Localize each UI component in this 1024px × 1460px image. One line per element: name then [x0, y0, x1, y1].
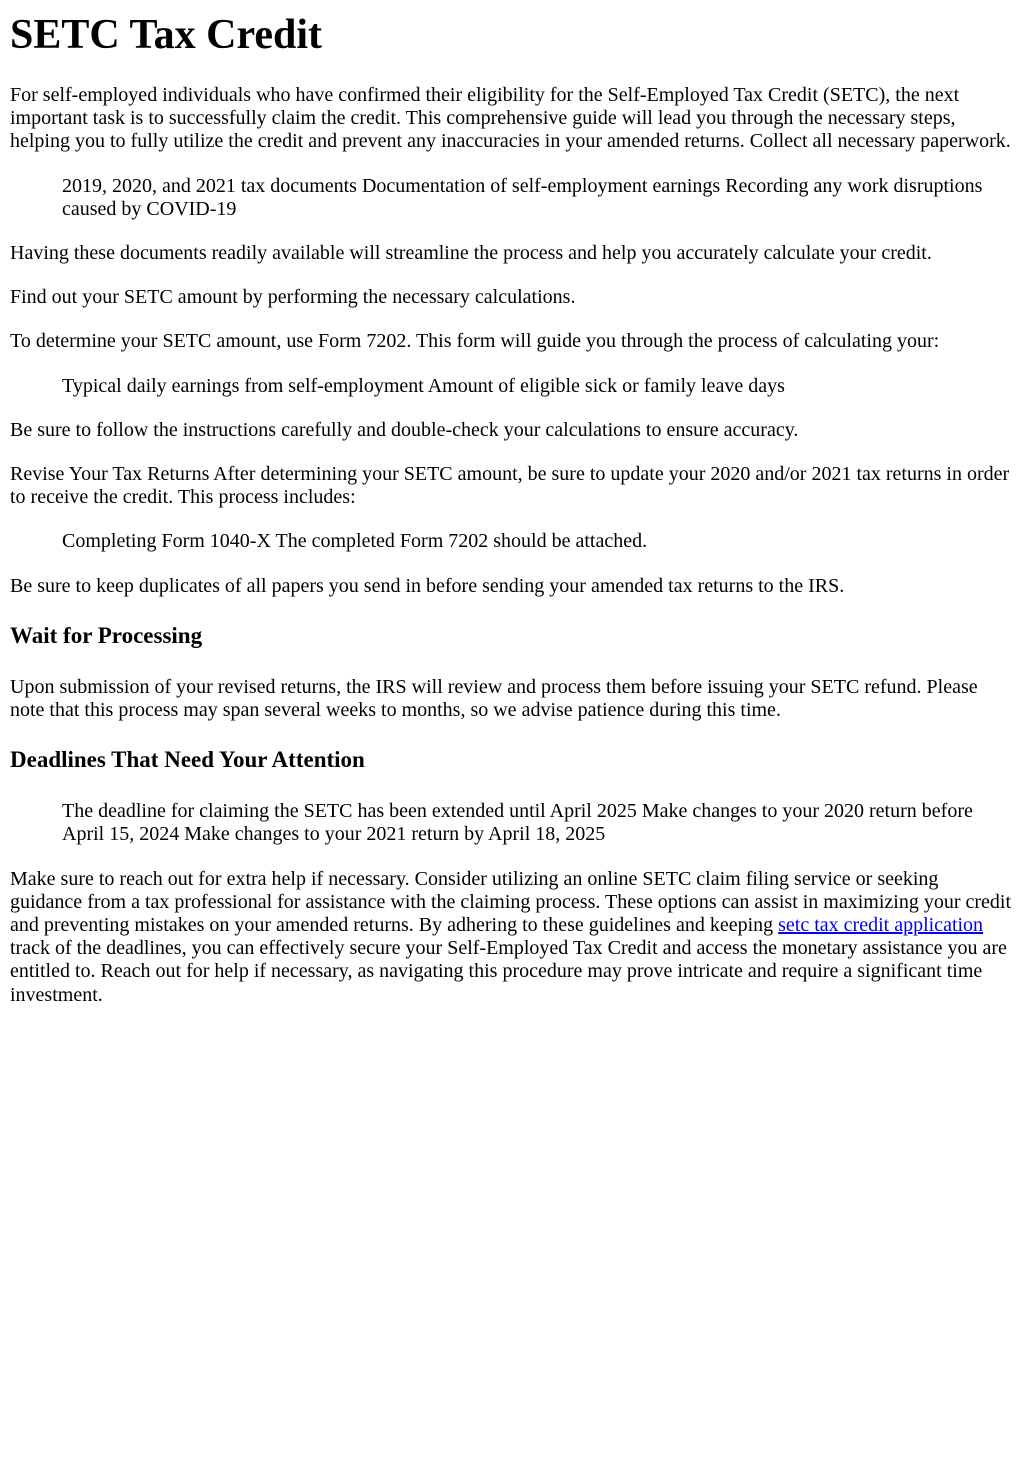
revise-note: Be sure to keep duplicates of all papers you send in before sending your amended tax returns to the IRS. — [10, 574, 845, 597]
calculation-paragraph: Find out your SETC amount by performing the necessary calculations. — [10, 286, 576, 309]
revise-list: Completing Form 1040-X The completed Form 7202 should be attached. — [62, 530, 648, 553]
deadlines-heading: Deadlines That Need Your Attention — [10, 747, 365, 773]
setc-application-link[interactable]: setc tax credit application — [778, 914, 984, 937]
closing-paragraph — [10, 868, 1014, 1007]
wait-paragraph: Upon submission of your revised returns, the IRS will review and process them before issuing your SETC refund. Please note that this process may span several weeks to months, so we advise patience during this time. — [10, 675, 978, 722]
intro-paragraph: For self-employed individuals who have confirmed their eligibility for the Self-Employed Tax Credit (SETC), the next important task is to successfully claim the credit. This comprehensive guide will lead you through the necessary steps, helping you to fully utilize the credit and prevent any inaccuracies in your amended returns. Collect all necessary paperwork. — [10, 84, 1011, 153]
calculation-note: Be sure to follow the instructions carefully and double-check your calculations to ensure accuracy. — [10, 418, 799, 441]
documents-note: Having these documents readily available will streamline the process and help you accurately calculate your credit. — [10, 242, 932, 265]
page-title: SETC Tax Credit — [10, 12, 322, 58]
deadlines-list: The deadline for claiming the SETC has been extended until April 2025 Make changes to your 2020 return before April 15, 2024 Make changes to your 2021 return by April 18, 2025 — [62, 800, 973, 846]
form-7202-paragraph: To determine your SETC amount, use Form 7202. This form will guide you through the process of calculating your: — [10, 330, 940, 353]
article — [0, 12, 1024, 1007]
closing-text-after-link: track of the deadlines, you can effectively secure your Self-Employed Tax Credit and access the monetary assistance you are entitled to. Reach out for help if necessary, as navigating this procedure may prove intricate and require a significant time investment. — [10, 937, 1007, 1006]
revise-paragraph: Revise Your Tax Returns After determining your SETC amount, be sure to update your 2020 and/or 2021 tax returns in order to receive the credit. This process includes: — [10, 463, 1010, 509]
closing-text-before-link: Make sure to reach out for extra help if necessary. Consider utilizing an online SETC claim filing service or seeking guidance from a tax professional for assistance with the claiming process. These options can assist in maximizing your credit and preventing mistakes on your amended returns. By adhering to these guidelines and keeping — [10, 867, 1012, 937]
calculation-list: Typical daily earnings from self-employment Amount of eligible sick or family leave days — [62, 374, 785, 397]
wait-heading: Wait for Processing — [10, 622, 203, 648]
documents-list: 2019, 2020, and 2021 tax documents Documentation of self-employment earnings Recording any work disruptions caused by COVID-19 — [62, 174, 983, 220]
